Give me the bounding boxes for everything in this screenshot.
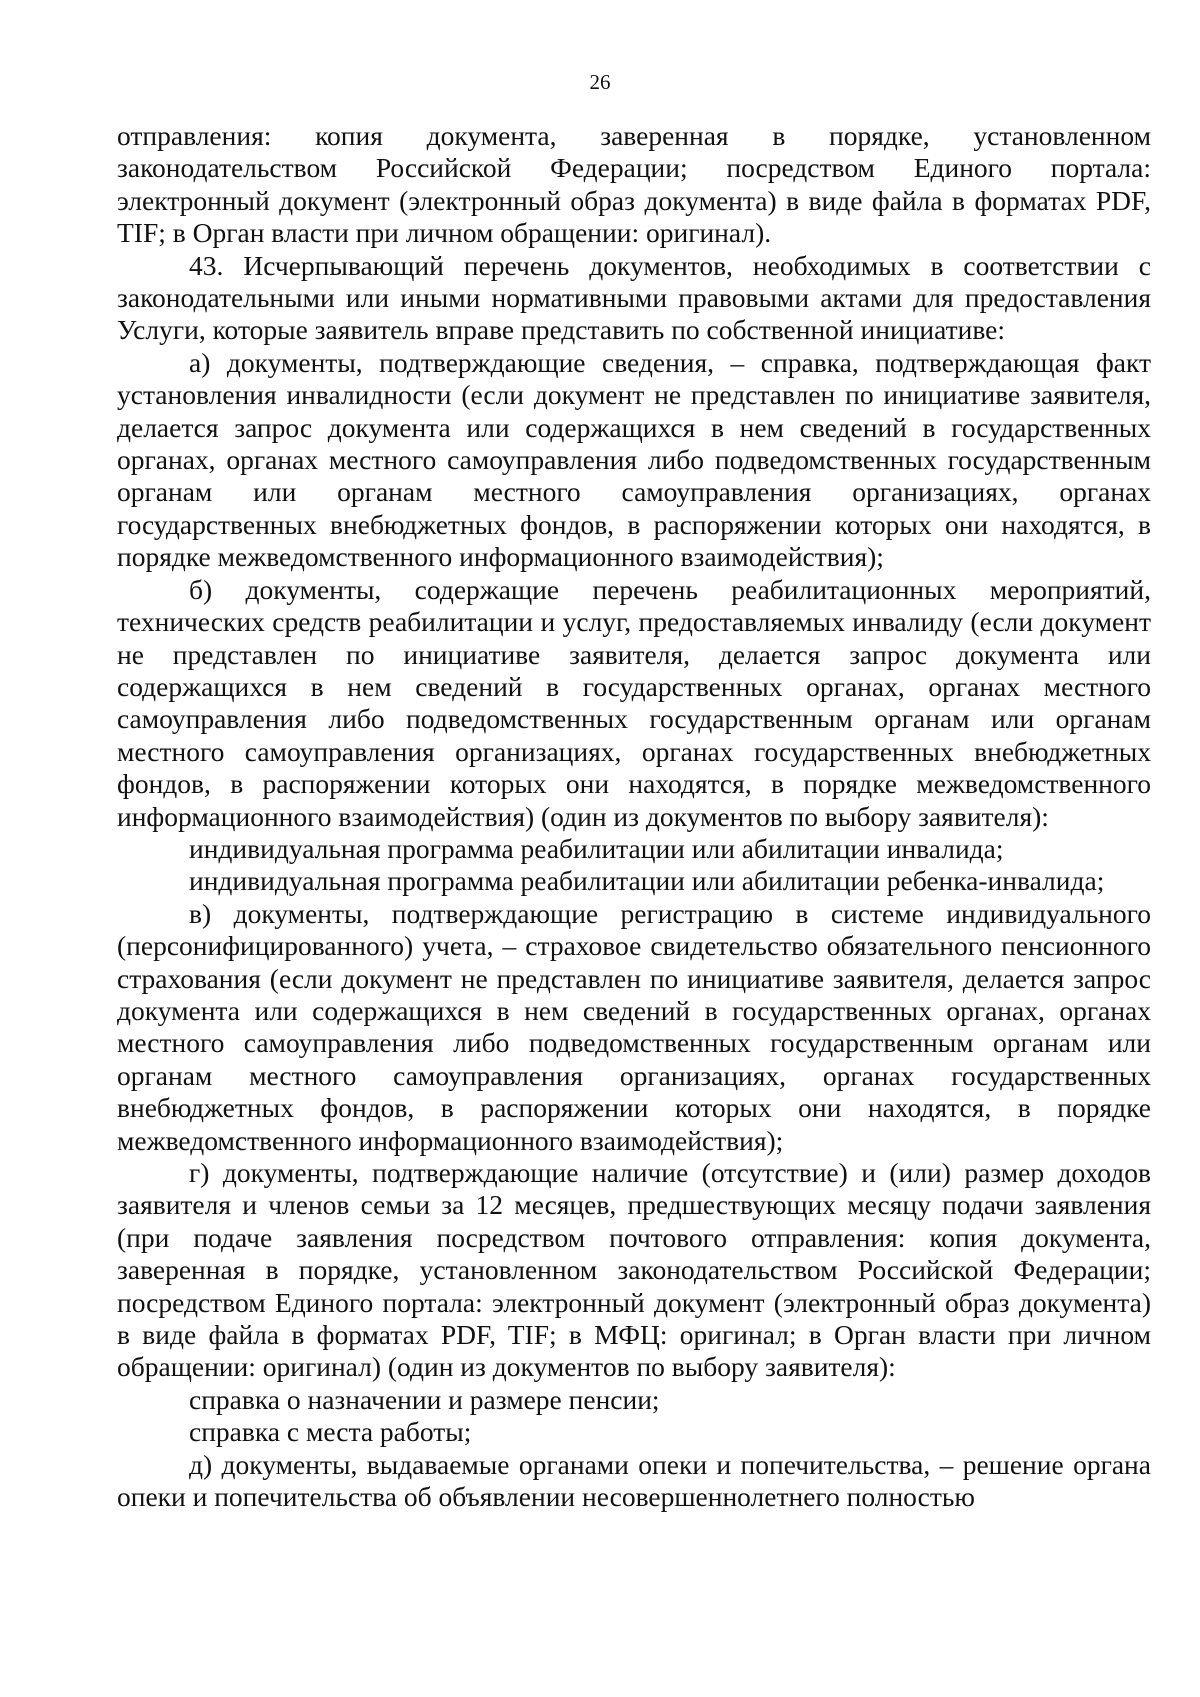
- list-item: индивидуальная программа реабилитации или абилитации инвалида;: [189, 832, 1004, 864]
- page-number: 26: [589, 70, 611, 94]
- paragraph-item-b: б) документы, содержащие перечень реабилитационных мероприятий, технических средств реабилитации и услуг, предоставляемых инвалиду (если документ не представлен по инициативе заявителя, делается запрос документа или содержащихся в нем сведений в государственных органах, органах местного самоуправления либо подведомственных государственным органам или органам местного самоуправления организациях, органах государственных внебюджетных фондов, в распоряжении которых они находятся, в порядке межведомственного информационного взаимодействия) (один из документов по выбору заявителя):: [117, 573, 1151, 832]
- list-item: справка с места работы;: [189, 1416, 472, 1448]
- list-item: справка о назначении и размере пенсии;: [189, 1383, 660, 1415]
- paragraph-item-d: д) документы, выдаваемые органами опеки и попечительства, – решение органа опеки и попечительства об объявлении несовершеннолетнего полностью: [117, 1448, 1151, 1513]
- paragraph-item-v: в) документы, подтверждающие регистрацию в системе индивидуального (персонифицированного) учета, – страховое свидетельство обязательного пенсионного страхования (если документ не представлен по инициативе заявителя, делается запрос документа или содержащихся в нем сведений в государственных органах, органах местного самоуправления либо подведомственных государственным органам или органам местного самоуправления организациях, органах государственных внебюджетных фондов, в распоряжении которых они находятся, в порядке межведомственного информационного взаимодействия);: [117, 897, 1151, 1156]
- paragraph-item-a: а) документы, подтверждающие сведения, – справка, подтверждающая факт установления инвалидности (если документ не представлен по инициативе заявителя, делается запрос документа или содержащихся в нем сведений в государственных органах, органах местного самоуправления либо подведомственных государственным органам или органам местного самоуправления организациях, органах государственных внебюджетных фондов, в распоряжении которых они находятся, в порядке межведомственного информационного взаимодействия);: [117, 346, 1151, 573]
- paragraph-item-g: г) документы, подтверждающие наличие (отсутствие) и (или) размер доходов заявителя и членов семьи за 12 месяцев, предшествующих месяцу подачи заявления (при подаче заявления посредством почтового отправления: копия документа, заверенная в порядке, установленном законодательством Российской Федерации; посредством Единого портала: электронный документ (электронный образ документа) в виде файла в форматах PDF, TIF; в МФЦ: оригинал; в Орган власти при личном обращении: оригинал) (один из документов по выбору заявителя):: [117, 1157, 1151, 1383]
- document-body: [117, 120, 1151, 1513]
- paragraph-continuation: отправления: копия документа, заверенная в порядке, установленном законодательством Российской Федерации; посредством Единого портала: электронный документ (электронный образ документа) в виде файла в форматах PDF, TIF; в Орган власти при личном обращении: оригинал).: [117, 120, 1151, 249]
- paragraph-item-43: 43. Исчерпывающий перечень документов, необходимых в соответствии с законодательными или иными нормативными правовыми актами для предоставления Услуги, которые заявитель вправе представить по собственной инициативе:: [117, 249, 1151, 346]
- list-item: индивидуальная программа реабилитации или абилитации ребенка-инвалида;: [189, 865, 1105, 897]
